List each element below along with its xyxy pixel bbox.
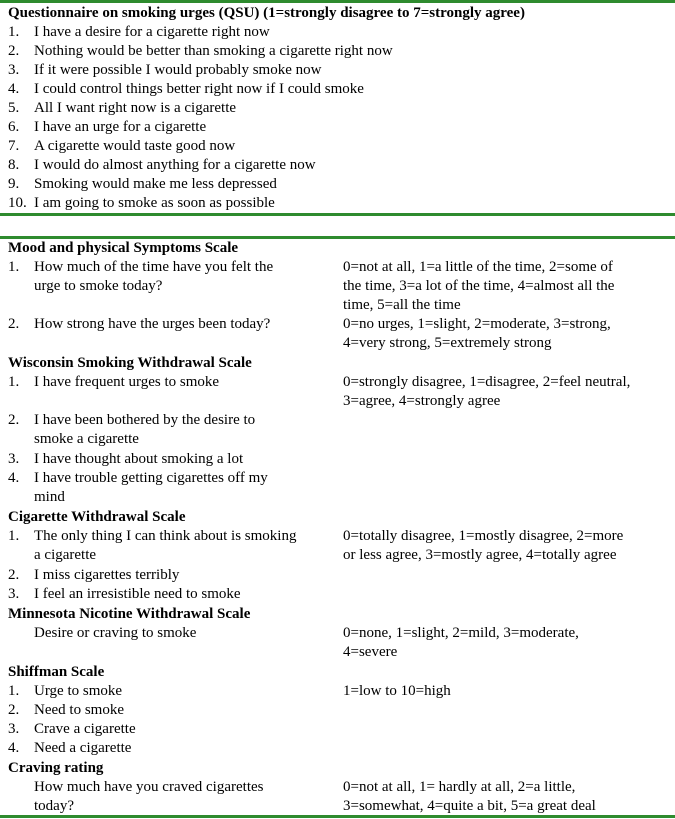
item-text: All I want right now is a cigarette (34, 100, 237, 116)
response-scale: 0=none, 1=slight, 2=mild, 3=moderate, (343, 625, 579, 641)
item-number: 2. (8, 567, 20, 583)
item-number: 3. (8, 451, 20, 467)
response-scale: 3=agree, 4=strongly agree (343, 393, 501, 409)
item-number: 1. (8, 528, 20, 544)
item-text: I have trouble getting cigarettes off my (34, 470, 268, 486)
response-scale: 0=strongly disagree, 1=disagree, 2=feel neutral, (343, 374, 631, 390)
response-scale: time, 5=all the time (343, 297, 461, 313)
item-text: urge to smoke today? (34, 278, 163, 294)
item-number: 9. (8, 176, 20, 192)
item-text: Nothing would be better than smoking a cigarette right now (34, 43, 393, 59)
item-number: 3. (8, 586, 20, 602)
item-text: Need a cigarette (34, 740, 132, 756)
item-number: 3. (8, 721, 20, 737)
top-rule (0, 0, 675, 3)
item-text: I could control things better right now if I could smoke (34, 81, 364, 97)
section-rule (0, 213, 675, 216)
item-text: A cigarette would taste good now (34, 138, 236, 154)
item-text: How strong have the urges been today? (34, 316, 271, 332)
item-number: 8. (8, 157, 20, 173)
response-scale: 4=very strong, 5=extremely strong (343, 335, 552, 351)
item-number: 1. (8, 683, 20, 699)
item-text: mind (34, 489, 65, 505)
response-scale: 0=no urges, 1=slight, 2=moderate, 3=strong, (343, 316, 611, 332)
item-number: 2. (8, 43, 20, 59)
item-text: Crave a cigarette (34, 721, 136, 737)
response-scale: 4=severe (343, 644, 398, 660)
response-scale: 0=totally disagree, 1=mostly disagree, 2=more (343, 528, 624, 544)
item-number: 4. (8, 470, 20, 486)
item-number: 1. (8, 24, 20, 40)
item-number: 6. (8, 119, 20, 135)
item-text: The only thing I can think about is smoking (34, 528, 297, 544)
item-text: I have frequent urges to smoke (34, 374, 220, 390)
item-number: 5. (8, 100, 20, 116)
item-number: 10. (8, 195, 27, 211)
item-text: today? (34, 798, 74, 814)
craving-rating-title: Craving rating (8, 760, 104, 776)
qsu-title: Questionnaire on smoking urges (QSU) (1=strongly disagree to 7=strongly agree) (8, 5, 525, 21)
bottom-rule (0, 815, 675, 818)
item-number: 2. (8, 412, 20, 428)
item-number: 1. (8, 374, 20, 390)
response-scale: 3=somewhat, 4=quite a bit, 5=a great deal (343, 798, 596, 814)
cigarette-scale-title: Cigarette Withdrawal Scale (8, 509, 186, 525)
item-text: I have a desire for a cigarette right now (34, 24, 270, 40)
item-text: Desire or craving to smoke (34, 625, 197, 641)
item-text: Need to smoke (34, 702, 124, 718)
minnesota-scale-title: Minnesota Nicotine Withdrawal Scale (8, 606, 251, 622)
item-text: I am going to smoke as soon as possible (34, 195, 275, 211)
shiffman-scale-title: Shiffman Scale (8, 664, 105, 680)
item-text: I miss cigarettes terribly (34, 567, 180, 583)
item-number: 7. (8, 138, 20, 154)
response-scale: 0=not at all, 1= hardly at all, 2=a little, (343, 779, 576, 795)
item-text: I would do almost anything for a cigarette now (34, 157, 316, 173)
item-number: 4. (8, 81, 20, 97)
item-number: 4. (8, 740, 20, 756)
item-number: 1. (8, 259, 20, 275)
item-text: Smoking would make me less depressed (34, 176, 277, 192)
response-scale: 1=low to 10=high (343, 683, 451, 699)
item-text: I have an urge for a cigarette (34, 119, 207, 135)
item-number: 2. (8, 702, 20, 718)
mood-scale-title: Mood and physical Symptoms Scale (8, 240, 239, 256)
response-scale: or less agree, 3=mostly agree, 4=totally agree (343, 547, 617, 563)
item-text: If it were possible I would probably smoke now (34, 62, 322, 78)
item-number: 2. (8, 316, 20, 332)
item-text: I have thought about smoking a lot (34, 451, 244, 467)
item-text: How much have you craved cigarettes (34, 779, 264, 795)
item-text: a cigarette (34, 547, 97, 563)
response-scale: the time, 3=a lot of the time, 4=almost all the (343, 278, 615, 294)
response-scale: 0=not at all, 1=a little of the time, 2=some of (343, 259, 613, 275)
item-text: smoke a cigarette (34, 431, 139, 447)
wisconsin-scale-title: Wisconsin Smoking Withdrawal Scale (8, 355, 252, 371)
item-text: I have been bothered by the desire to (34, 412, 256, 428)
item-text: Urge to smoke (34, 683, 123, 699)
item-text: How much of the time have you felt the (34, 259, 274, 275)
item-number: 3. (8, 62, 20, 78)
item-text: I feel an irresistible need to smoke (34, 586, 241, 602)
